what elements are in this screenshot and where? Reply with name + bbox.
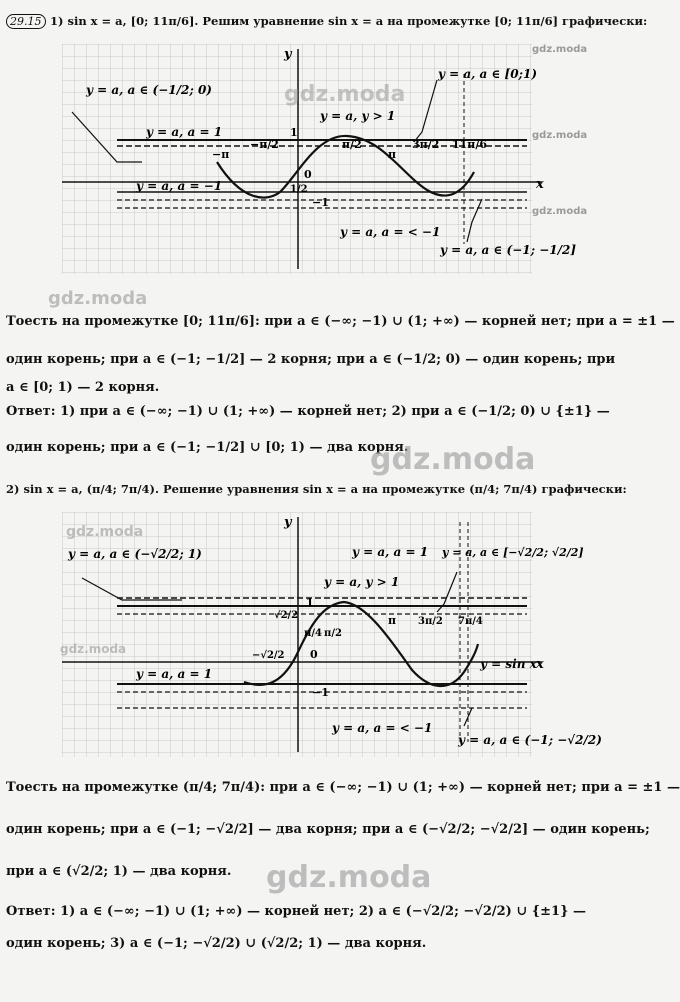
label-a-eq-1: y = a, a = 1 [352,545,429,559]
graph-1 [62,44,577,274]
watermark: gdz.moda [60,642,127,656]
tick-pi-4: π/4 [304,628,322,639]
label-a-lt-m1: y = a, a = < −1 [332,721,433,735]
watermark: gdz.moda [284,82,406,107]
watermark: gdz.moda [66,524,144,540]
task2-answer-2: один корень; 3) a ∈ (−1; −√2/2) ∪ (√2/2; 1) — два корня. [6,936,427,951]
task1-header-row [6,14,647,29]
tick-minus-one: −1 [312,686,329,699]
label-top-right: y = a, a ∈ [−√2/2; √2/2] [442,546,584,559]
label-a-eq-1: y = a, a = 1 [146,125,223,139]
task1-header: 1) sin x = a, [0; 11π/6]. Решим уравнение sin x = a на промежутке [0; 11π/6] графически: [50,14,648,28]
tick-minus-pi-2: −π/2 [250,138,279,151]
watermark: gdz.moda [532,130,588,141]
y-axis-label: y [284,515,292,530]
tick-pi: π [388,148,397,161]
watermark: gdz.moda [532,206,588,217]
label-a-lt-m1: y = a, a = < −1 [340,225,441,239]
tick-pi-2: π/2 [324,628,342,639]
x-axis-label: x [536,177,544,192]
label-sin: y = sin x [480,657,537,671]
watermark: gdz.moda [370,442,536,477]
tick-msqrt2-2: −√2/2 [252,650,285,661]
task1-text-2: один корень; при a ∈ (−1; −1/2] — 2 корня; при a ∈ (−1/2; 0) — один корень; при [6,352,616,367]
task2-text-1: Тоесть на промежутке (π/4; 7π/4): при a ∈ (−∞; −1) ∪ (1; +∞) — корней нет; при a = ±1 — [6,780,680,795]
task2-header: 2) sin x = a, (π/4; 7π/4). Решение уравнения sin x = a на промежутке (π/4; 7π/4) графически: [6,482,627,496]
label-a-gt-1: y = a, y > 1 [320,109,396,123]
task1-text-3: a ∈ [0; 1) — 2 корня. [6,380,160,395]
label-a-gt-1: y = a, y > 1 [324,575,400,589]
label-bottom-right: y = a, a ∈ (−1; −1/2] [440,243,577,257]
tick-7pi-4: 7π/4 [458,616,483,627]
label-top-left: y = a, a ∈ (−1/2; 0) [86,83,212,97]
label-bottom-right: y = a, a ∈ (−1; −√2/2) [458,733,602,747]
label-a-eq-m1: y = a, a = −1 [136,179,223,193]
task1-answer-1: Ответ: 1) при a ∈ (−∞; −1) ∪ (1; +∞) — корней нет; 2) при a ∈ (−1/2; 0) ∪ {±1} — [6,404,610,419]
task2-answer-1: Ответ: 1) a ∈ (−∞; −1) ∪ (1; +∞) — корней нет; 2) a ∈ (−√2/2; −√2/2) ∪ {±1} — [6,904,586,919]
problem-number-badge: 29.15 [6,14,46,29]
tick-pi: π [388,614,397,627]
tick-sqrt2-2: √2/2 [274,610,299,621]
watermark: gdz.moda [266,860,432,895]
label-top-left: y = a, a ∈ (−√2/2; 1) [68,547,202,561]
watermark: gdz.moda [48,288,148,309]
task2-text-3: при a ∈ (√2/2; 1) — два корня. [6,864,232,879]
label-mid-left: y = a, a = 1 [136,667,213,681]
tick-half: 1/2 [290,184,308,195]
origin-label: 0 [310,648,318,661]
tick-pi-2: π/2 [342,138,362,151]
task2-text-2: один корень; при a ∈ (−1; −√2/2] — два корня; при a ∈ (−√2/2; −√2/2] — один корень; [6,822,650,837]
tick-minus-one: −1 [312,196,329,209]
tick-one: 1 [306,596,314,609]
tick-3pi-2: 3π/2 [412,138,440,151]
y-axis-label: y [284,47,292,62]
tick-minus-pi: −π [212,148,230,161]
graph-2 [62,512,602,762]
tick-one: 1 [290,126,298,139]
task1-answer-2: один корень; при a ∈ (−1; −1/2] ∪ [0; 1) — два корня. [6,440,409,455]
x-axis-label: x [536,657,544,672]
watermark: gdz.moda [532,44,588,55]
tick-3pi-2: 3π/2 [418,616,443,627]
task1-text-1: Тоесть на промежутке [0; 11π/6]: при a ∈ (−∞; −1) ∪ (1; +∞) — корней нет; при a = ±1 — [6,314,675,329]
origin-label: 0 [304,168,312,181]
tick-11pi-6: 11π/6 [452,138,488,151]
label-top-right: y = a, a ∈ [0;1) [438,67,538,81]
